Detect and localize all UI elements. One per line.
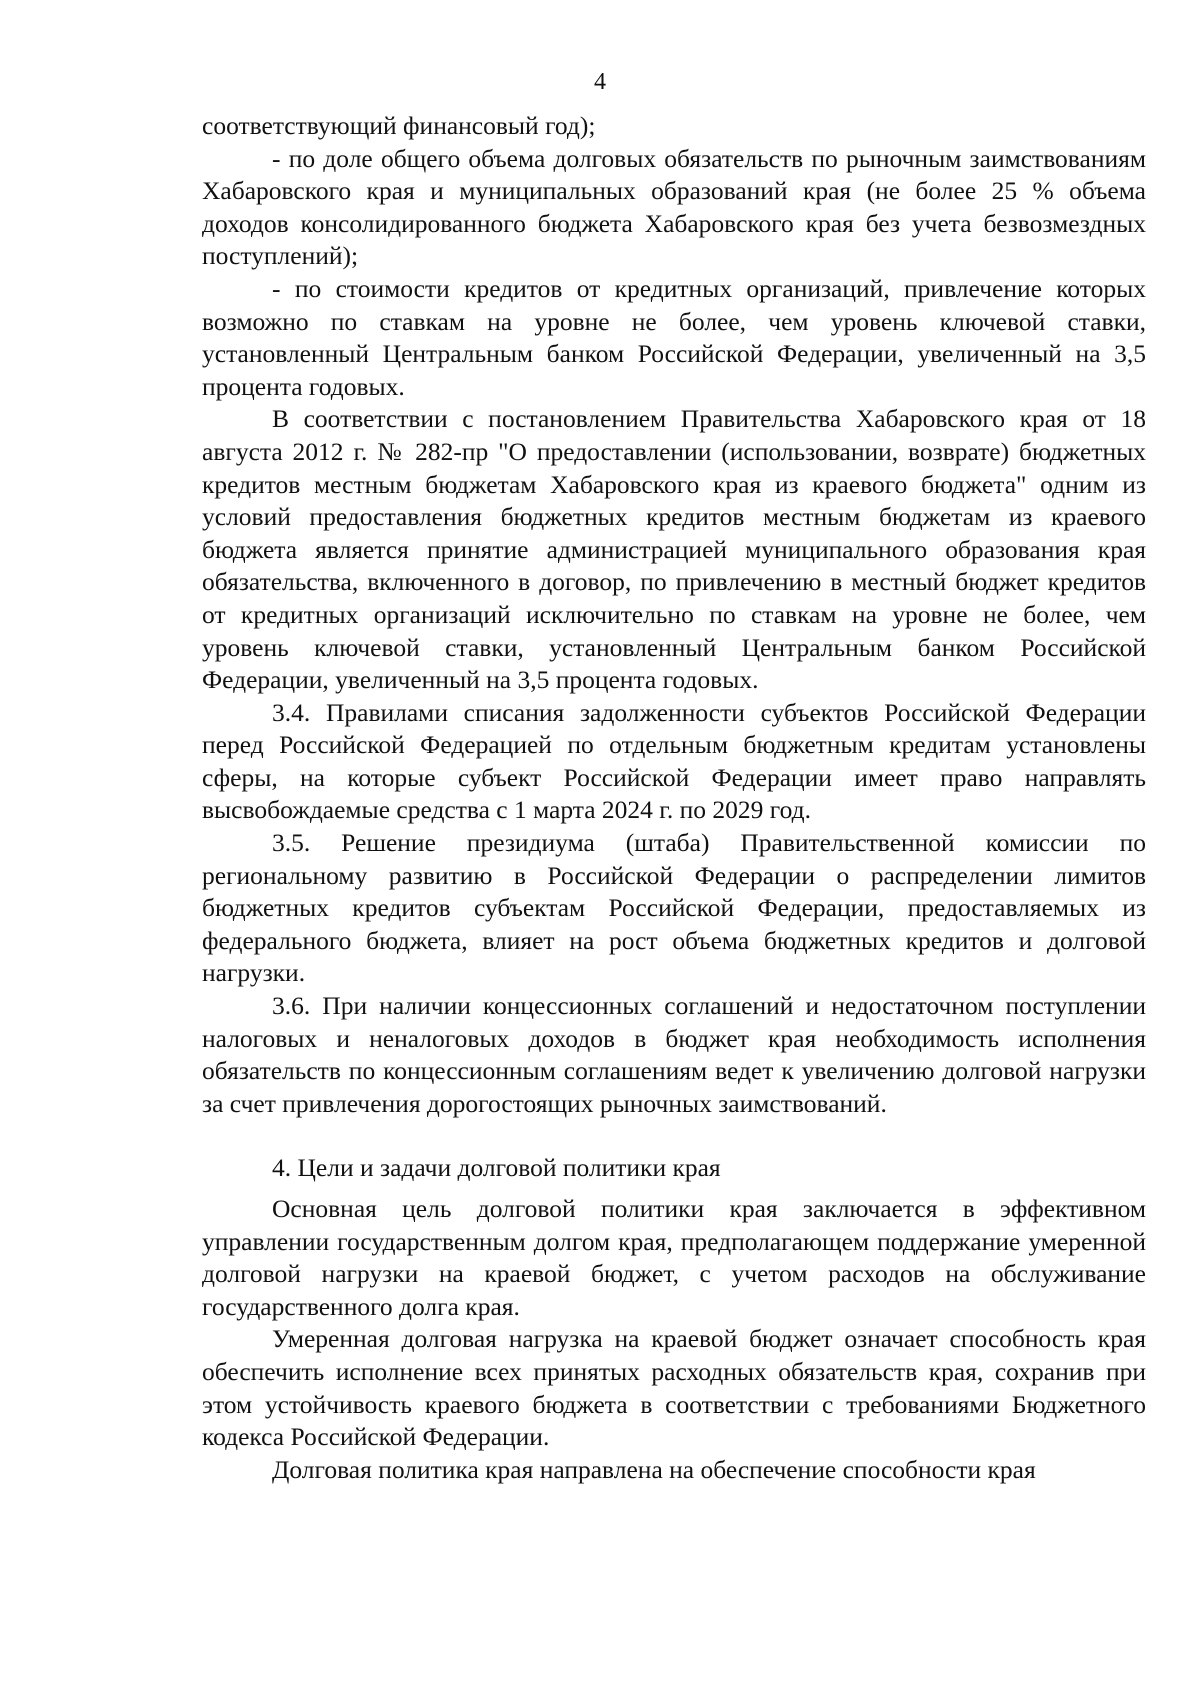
paragraph-3-6: 3.6. При наличии концессионных соглашений и недостаточном поступлении налоговых и неналоговых доходов в бюджет края необходимость исполнения обязательств по концессионным соглашениям ведет к увеличению долговой нагрузки за счет привлечения дорогостоящих рыночных заимствований. <box>202 991 1146 1118</box>
document-body <box>202 110 1146 1486</box>
paragraph-regulation: В соответствии с постановлением Правительства Хабаровского края от 18 августа 2012 г. № 282-пр "О предоставлении (использовании, возврате) бюджетных кредитов местным бюджетам Хабаровского края из краевого бюджета" одним из условий предоставления бюджетных кредитов местным бюджетам из краевого бюджета является принятие администрацией муниципального образования края обязательства, включенного в договор, по привлечению в местный бюджет кредитов от кредитных организаций исключительно по ставкам на уровне не более, чем уровень ключевой ставки, установленный Центральным банком Российской Федерации, увеличенный на 3,5 процента годовых. <box>202 404 1146 695</box>
paragraph-continuation: соответствующий финансовый год); <box>202 111 596 140</box>
paragraph-3-5: 3.5. Решение президиума (штаба) Правительственной комиссии по региональному развитию в Российской Федерации о распределении лимитов бюджетных кредитов субъектам Российской Федерации, предоставляемых из федерального бюджета, влияет на рост объема бюджетных кредитов и долговой нагрузки. <box>202 828 1146 988</box>
paragraph-credit-cost: - по стоимости кредитов от кредитных организаций, привлечение которых возможно по ставкам на уровне не более, чем уровень ключевой ставки, установленный Центральным банком Российской Федерации, увеличенный на 3,5 процента годовых. <box>202 273 1146 401</box>
section-heading: 4. Цели и задачи долговой политики края <box>272 1153 721 1183</box>
paragraph-debt-share: - по доле общего объема долговых обязательств по рыночным заимствованиям Хабаровского края и муниципальных образований края (не более 25 % объема доходов консолидированного бюджета Хабаровского края без учета безвозмездных поступлений); <box>202 143 1146 271</box>
paragraph-3-4: 3.4. Правилами списания задолженности субъектов Российской Федерации перед Российской Федерацией по отдельным бюджетным кредитам установлены сферы, на которые субъект Российской Федерации имеет право направлять высвобождаемые средства с 1 марта 2024 г. по 2029 год. <box>202 697 1146 825</box>
page-number: 4 <box>594 69 606 95</box>
paragraph-policy-direction: Долговая политика края направлена на обеспечение способности края <box>272 1454 1036 1484</box>
paragraph-main-goal: Основная цель долговой политики края заключается в эффективном управлении государственным долгом края, предполагающем поддержание умеренной долговой нагрузки на краевой бюджет, с учетом расходов на обслуживание государственного долга края. <box>202 1194 1146 1321</box>
paragraph-moderate-load: Умеренная долговая нагрузка на краевой бюджет означает способность края обеспечить исполнение всех принятых расходных обязательств края, сохранив при этом устойчивость краевого бюджета в соответствии с требованиями Бюджетного кодекса Российской Федерации. <box>202 1324 1146 1452</box>
